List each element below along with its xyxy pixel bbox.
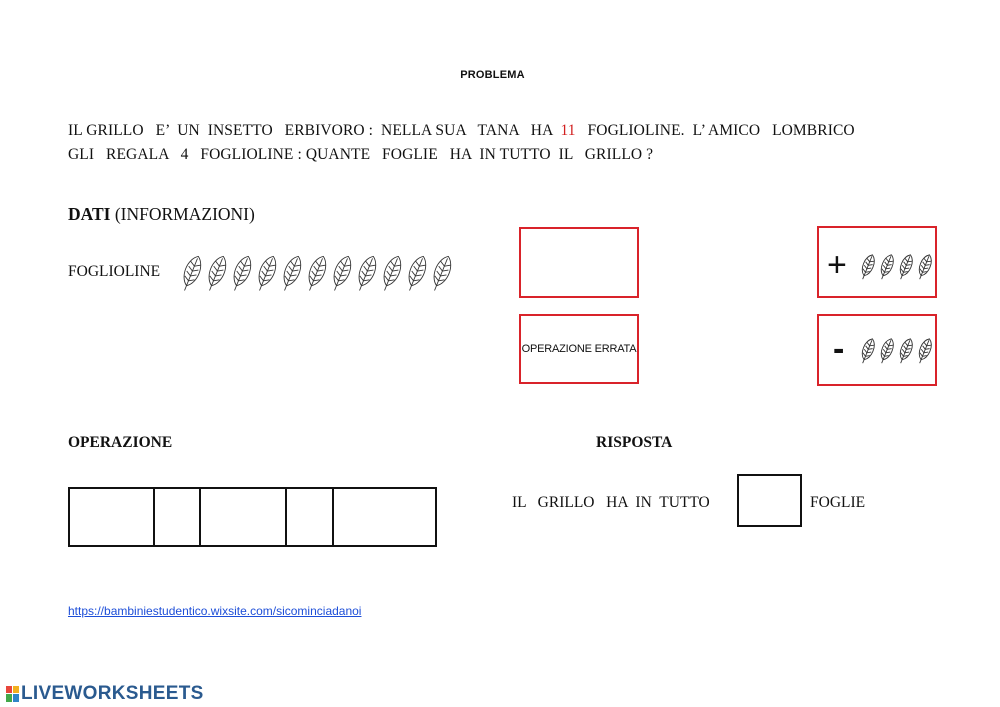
answer-text-before: IL GRILLO HA IN TUTTO [512, 494, 710, 511]
leaves-illustration [180, 248, 465, 296]
dati-bold: DATI [68, 204, 111, 224]
leaf-icon [403, 254, 430, 293]
leaf-icon [915, 253, 934, 281]
leaf-icons [859, 248, 935, 284]
brand-name: LIVEWORKSHEETS [21, 683, 204, 704]
leaf-icon [859, 337, 877, 365]
leaf-icons [859, 332, 935, 368]
problem-text: FOGLIOLINE. L’ AMICO LOMBRICO [575, 122, 855, 139]
leaf-icon [180, 254, 205, 293]
leaf-icon [915, 337, 934, 365]
leaf-icon [353, 254, 380, 293]
leaf-icon [203, 254, 230, 293]
liveworksheets-logo-icon [6, 686, 19, 702]
dati-rest: (INFORMAZIONI) [110, 204, 255, 224]
answer-drop-box[interactable] [519, 227, 639, 298]
option-minus-four-leaves[interactable] [817, 314, 937, 386]
result-input[interactable] [334, 489, 435, 545]
leaf-icon [278, 254, 305, 293]
minus-sign: - [833, 330, 845, 368]
leaf-icon [303, 254, 330, 293]
answer-text-after: FOGLIE [810, 494, 866, 511]
operation-input-row [68, 487, 437, 547]
source-link[interactable]: https://bambiniestudentico.wixsite.com/sicominciadanoi [68, 604, 362, 618]
problem-line-1 [68, 122, 855, 140]
leaf-icon [328, 254, 355, 293]
option-plus-four-leaves[interactable] [817, 226, 937, 298]
answer-input[interactable] [737, 474, 802, 527]
problem-line-2: GLI REGALA 4 FOGLIOLINE : QUANTE FOGLIE HA IN TUTTO IL GRILLO ? [68, 146, 654, 163]
operand-2-input[interactable] [201, 489, 287, 545]
plus-sign: + [827, 246, 847, 284]
leaf-icon [859, 253, 877, 281]
liveworksheets-logo [6, 683, 204, 705]
risposta-heading: RISPOSTA [596, 434, 673, 451]
leaf-icon [253, 254, 280, 293]
leaf-icon [378, 254, 405, 293]
leaf-icon [896, 253, 915, 281]
operator-input[interactable] [155, 489, 201, 545]
equals-input[interactable] [287, 489, 334, 545]
dati-heading [68, 204, 255, 225]
operand-1-input[interactable] [70, 489, 155, 545]
worksheet-title: PROBLEMA [460, 69, 525, 81]
wrong-operation-box[interactable] [519, 314, 639, 384]
operazione-heading: OPERAZIONE [68, 434, 173, 451]
problem-number: 11 [560, 122, 576, 139]
problem-text: IL GRILLO E’ UN INSETTO ERBIVORO : NELLA SUA TANA HA [68, 122, 561, 139]
leaf-icon [877, 337, 896, 365]
leaf-icon [428, 254, 455, 293]
wrong-operation-label: OPERAZIONE ERRATA [521, 343, 637, 355]
leaf-icon [896, 337, 915, 365]
leaf-icon [877, 253, 896, 281]
fogliolini-label: FOGLIOLINE [68, 263, 161, 280]
leaf-icon [228, 254, 255, 293]
